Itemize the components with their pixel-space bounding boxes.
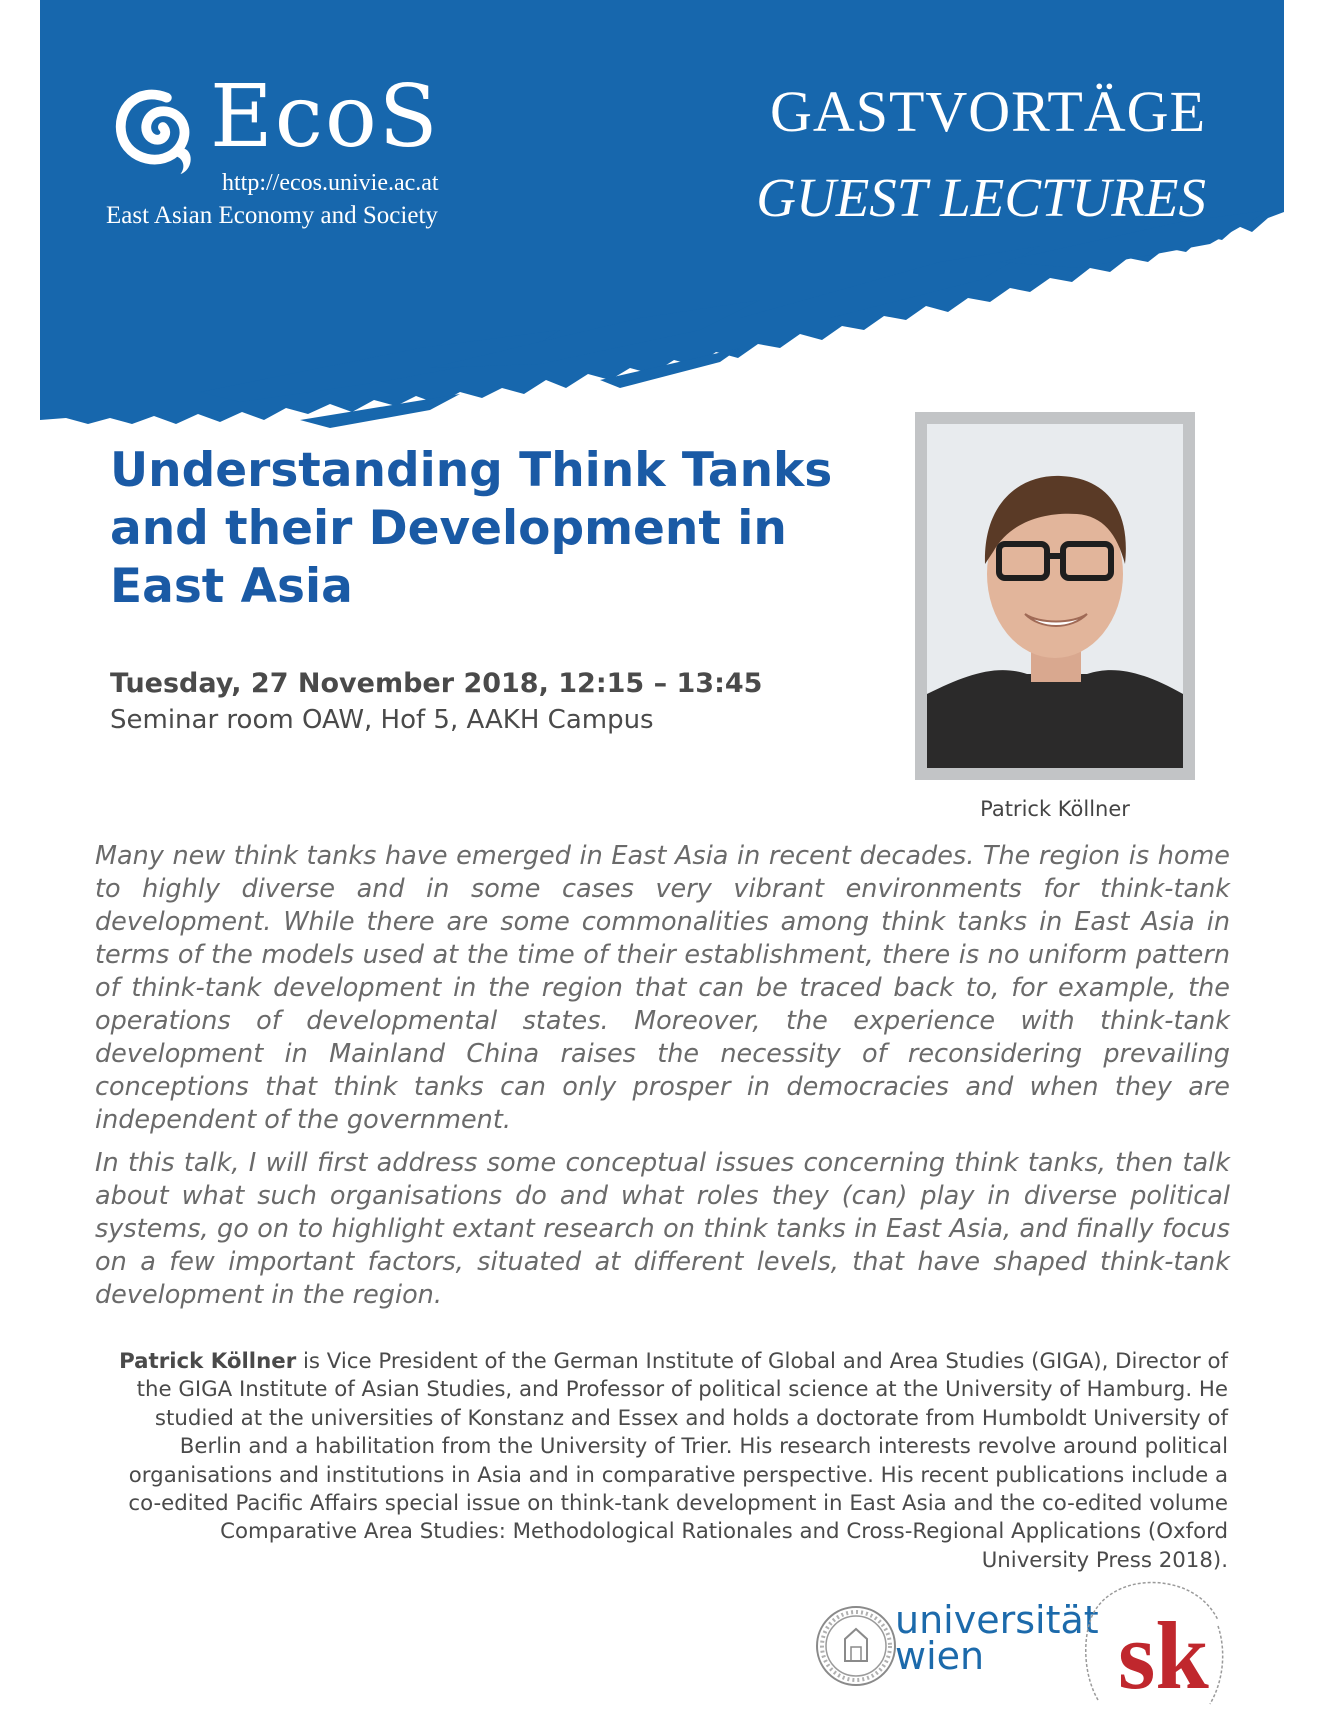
heading-english: GUEST LECTURES <box>756 167 1206 228</box>
ecos-swirl-logo-icon <box>108 80 206 178</box>
bio-speaker-name: Patrick Köllner <box>119 1349 297 1374</box>
sk-letters: sk <box>1118 1602 1209 1709</box>
university-seal-icon <box>815 1605 897 1687</box>
uni-logo-line2: wien <box>895 1634 985 1678</box>
speaker-photo-frame <box>915 412 1195 780</box>
bio-text: is Vice President of the German Institute of Global and Area Studies (GIGA), Director of the GIGA Institute of Asian Studies, and Professor of political science at the University of Hamburg. He studied at the universities of Konstanz and Essex and holds a doctorate from Humboldt University of Berlin and a habilitation from the University of Trier. His research interests revolve around political organisations and institutions in Asia and in comparative perspective. His recent publications include a co-edited Pacific Affairs special issue on think-tank development in East Asia and the co-edited volume Comparative Area Studies: Methodological Rationales and Cross-Regional Applications (Oxford University Press 2018). <box>128 1349 1228 1573</box>
brand-url[interactable]: http://ecos.univie.ac.at <box>222 170 439 196</box>
speaker-portrait-image <box>927 424 1183 768</box>
universitaet-wien-logo <box>895 1598 1099 1678</box>
brand-subtitle: East Asian Economy and Society <box>106 202 438 229</box>
abstract-paragraph: In this talk, I will first address some conceptual issues concerning think tanks, then talk about what such organisations do and what roles they (can) play in diverse political systems, go on to highlight extant research on think tanks in East Asia, and finally focus on a few important factors, situated at different levels, that have shaped think-tank development in the region. <box>95 1148 1230 1310</box>
institute-sk-logo-icon <box>1080 1580 1230 1720</box>
speaker-caption: Patrick Köllner <box>980 797 1130 821</box>
abstract <box>95 840 1230 1322</box>
event-location: Seminar room OAW, Hof 5, AAKH Campus <box>110 705 654 735</box>
speaker-photo <box>927 424 1183 768</box>
speaker-bio <box>110 1348 1228 1575</box>
uni-logo-line1: universität <box>895 1598 1099 1642</box>
heading-german: GASTVORTÄGE <box>769 79 1206 144</box>
brand-name: EcoS <box>210 67 440 167</box>
lecture-title: Understanding Think Tanks and their Development in East Asia <box>110 443 833 614</box>
header-banner <box>0 0 1324 440</box>
abstract-paragraph: Many new think tanks have emerged in East Asia in recent decades. The region is home to highly diverse and in some cases very vibrant environments for think-tank development. While there are some commonalities among think tanks in East Asia in terms of the models used at the time of their establishment, there is no uniform pattern of think-tank development in the region that can be traced back to, for example, the operations of developmental states. Moreover, the experience with think-tank development in Mainland China raises the necessity of reconsidering prevailing conceptions that think tanks can only prosper in democracies and when they are independent of the government. <box>95 841 1230 1135</box>
event-datetime: Tuesday, 27 November 2018, 12:15 – 13:45 <box>110 668 763 699</box>
